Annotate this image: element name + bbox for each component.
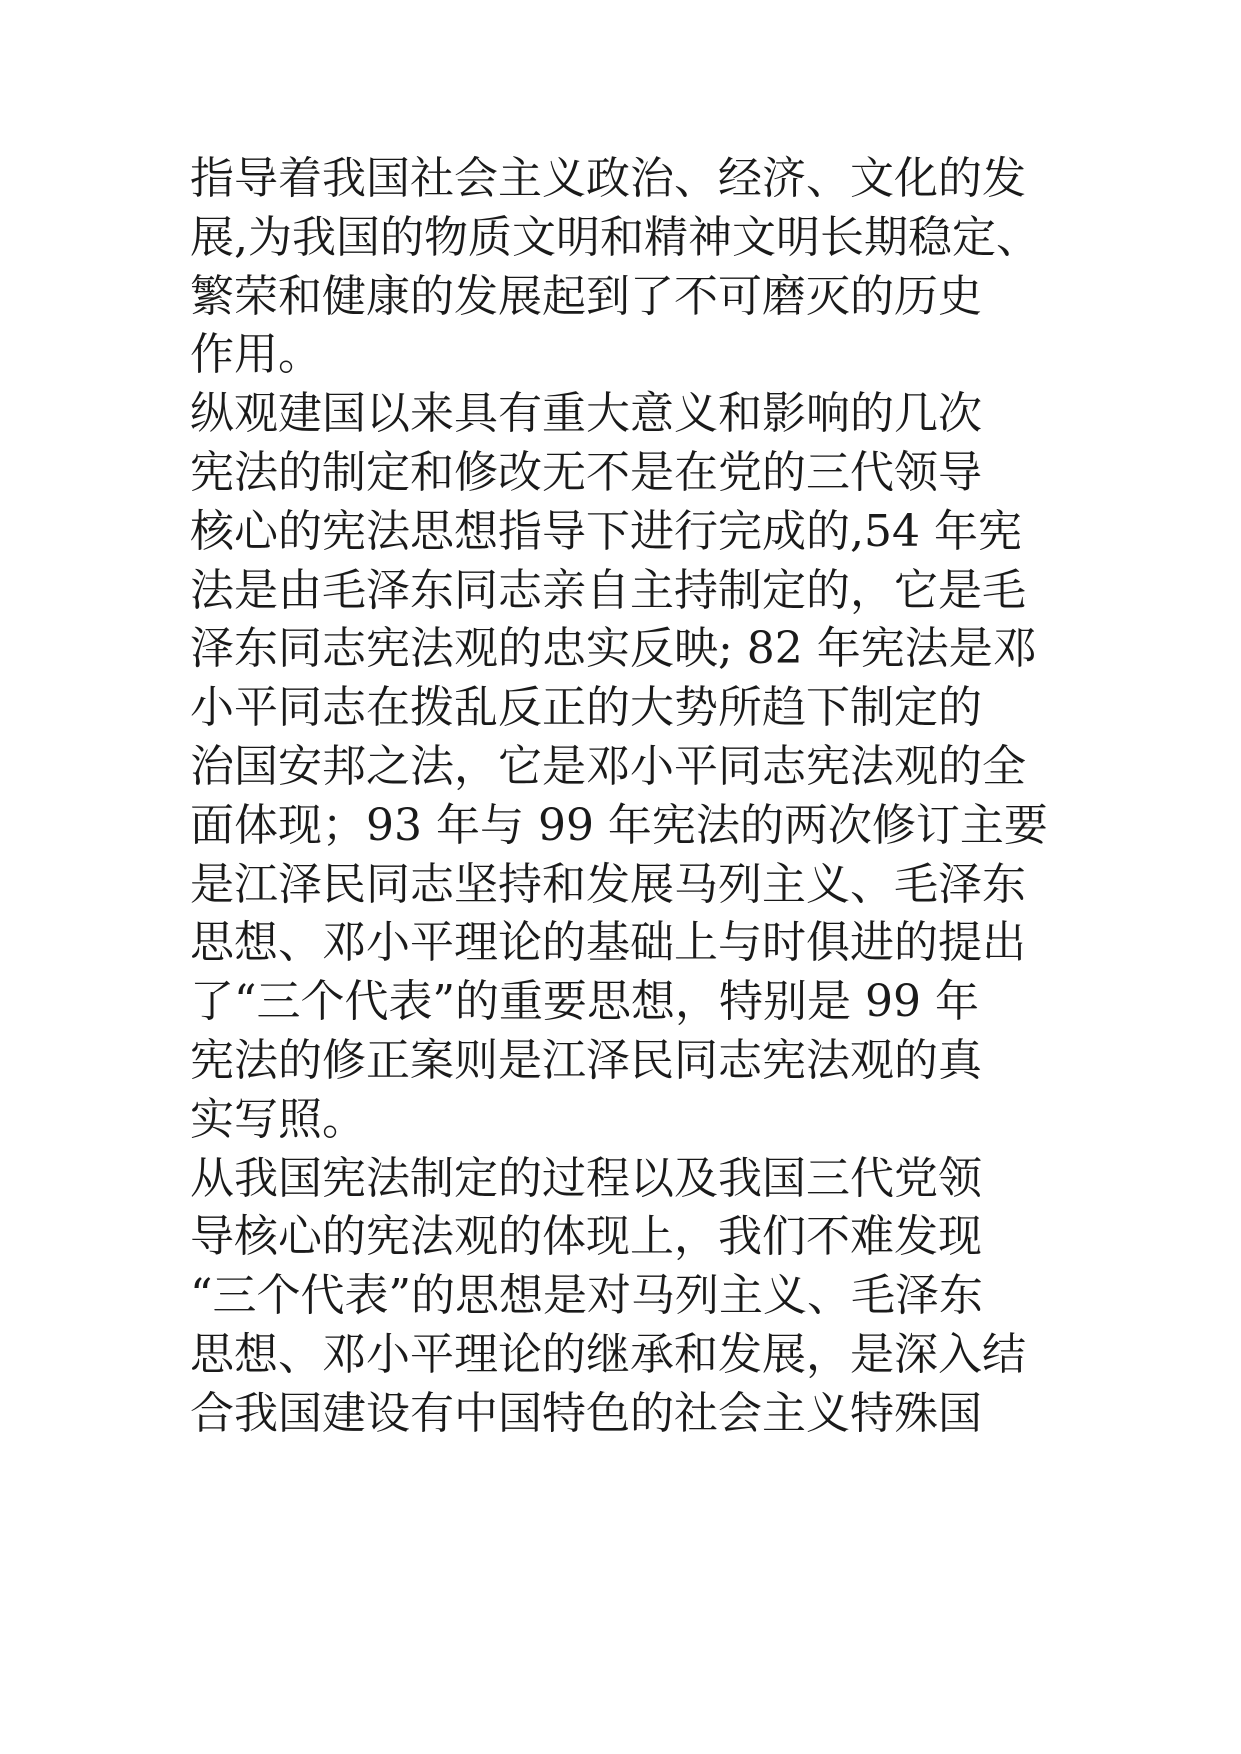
text-line: 面体现；93 年与 99 年宪法的两次修订主要	[190, 799, 1048, 851]
text-line: 了“三个代表”的重要思想，特别是 99 年	[190, 976, 979, 1028]
body-text	[190, 150, 1230, 1444]
text-line: 治国安邦之法，它是邓小平同志宪法观的全	[190, 740, 1026, 792]
text-line: 泽东同志宪法观的忠实反映; 82 年宪法是邓	[190, 623, 1037, 675]
text-line: 合我国建设有中国特色的社会主义特殊国	[190, 1387, 982, 1439]
text-line: 从我国宪法制定的过程以及我国三代党领	[190, 1152, 982, 1204]
text-line: “三个代表”的思想是对马列主义、毛泽东	[190, 1270, 983, 1322]
text-line: 宪法的制定和修改无不是在党的三代领导	[190, 446, 982, 498]
text-line: 指导着我国社会主义政治、经济、文化的发	[190, 153, 1026, 204]
text-line: 小平同志在拨乱反正的大势所趋下制定的	[190, 682, 982, 734]
text-line: 实写照。	[190, 1093, 366, 1145]
text-line: 思想、邓小平理论的继承和发展，是深入结	[190, 1328, 1026, 1380]
text-line: 宪法的修正案则是江泽民同志宪法观的真	[190, 1034, 982, 1086]
text-line: 核心的宪法思想指导下进行完成的,54 年宪	[190, 505, 1022, 557]
text-line: 繁荣和健康的发展起到了不可磨灭的历史	[190, 270, 982, 322]
text-line: 作用。	[190, 329, 322, 381]
text-line: 导核心的宪法观的体现上，我们不难发现	[190, 1211, 982, 1263]
text-line: 法是由毛泽东同志亲自主持制定的，它是毛	[190, 564, 1026, 616]
text-line: 是江泽民同志坚持和发展马列主义、毛泽东	[190, 858, 1026, 910]
text-line: 展,为我国的物质文明和精神文明长期稳定、	[190, 211, 1040, 263]
text-line: 思想、邓小平理论的基础上与时俱进的提出	[190, 917, 1026, 969]
text-line: 纵观建国以来具有重大意义和影响的几次	[190, 388, 982, 440]
